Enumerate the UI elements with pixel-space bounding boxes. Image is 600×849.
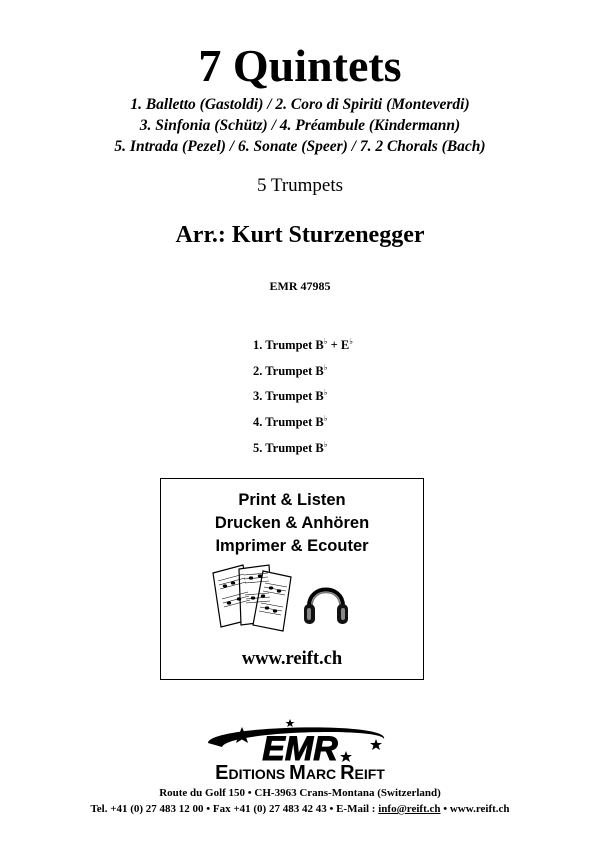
svg-text:EMR: EMR [262, 730, 338, 768]
arranger: Arr.: Kurt Sturzenegger [175, 222, 425, 248]
part-item: 2. Trumpet B♭ [253, 362, 328, 378]
part-item: 5. Trumpet B♭ [253, 439, 328, 455]
promo-line-de: Drucken & Anhören [214, 514, 370, 532]
publisher-logo [150, 713, 450, 783]
address-line: Route du Golf 150 • CH-3963 Crans-Montana (Switzerland) [159, 787, 441, 799]
page-title: 7 Quintets [198, 40, 402, 91]
print-listen-box[interactable] [160, 478, 424, 680]
part-item: 3. Trumpet B♭ [253, 388, 328, 404]
instrumentation: 5 Trumpets [256, 175, 344, 196]
publisher-address [0, 785, 600, 817]
promo-line-fr: Imprimer & Ecouter [215, 537, 369, 555]
headphones-icon [302, 574, 350, 630]
catalog-number: EMR 47985 [269, 279, 331, 293]
piece-list-line-3: 5. Intrada (Pezel) / 6. Sonate (Speer) / 7. 2 Chorals (Bach) [114, 138, 486, 155]
piece-list-line-2: 3. Sinfonia (Schütz) / 4. Préambule (Kindermann) [139, 117, 461, 134]
parts-list [253, 331, 353, 459]
sheet-music-icon [209, 561, 297, 633]
website-link[interactable]: www.reift.ch [241, 649, 343, 669]
piece-list-line-1: 1. Balletto (Gastoldi) / 2. Coro di Spiriti (Monteverdi) [130, 96, 470, 113]
part-item: 4. Trumpet B♭ [253, 413, 328, 430]
part-item: 1. Trumpet B♭ + E♭ [253, 337, 354, 353]
promo-line-en: Print & Listen [238, 491, 346, 509]
email-link[interactable]: info@reift.ch [378, 803, 441, 815]
contact-line: Tel. +41 (0) 27 483 12 00 • Fax +41 (0) 27 483 42 43 • E-Mail : info@reift.ch • www.reift.ch [90, 803, 510, 815]
publisher-name: EDITIONS MARC REIFT [215, 762, 385, 783]
